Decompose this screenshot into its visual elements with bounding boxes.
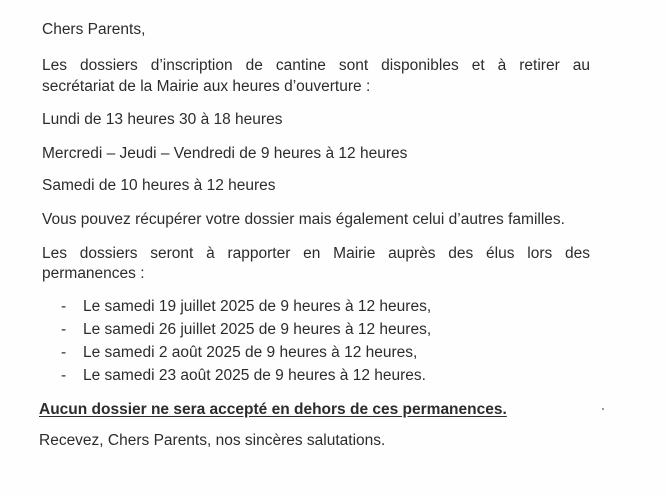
- greeting: Chers Parents,: [42, 21, 146, 38]
- closing-salutation: Recevez, Chers Parents, nos sincères salutations.: [39, 432, 386, 449]
- permanence-item: Le samedi 2 août 2025 de 9 heures à 12 heures,: [83, 344, 418, 361]
- permanence-item: Le samedi 26 juillet 2025 de 9 heures à 12 heures,: [83, 321, 432, 338]
- scan-speck: [602, 408, 604, 410]
- list-bullet: -: [61, 321, 67, 338]
- hours-wed-fri: Mercredi – Jeudi – Vendredi de 9 heures à 12 heures: [42, 145, 408, 162]
- pickup-note: Vous pouvez récupérer votre dossier mais également celui d’autres familles.: [42, 211, 565, 228]
- list-bullet: -: [61, 344, 67, 361]
- hours-saturday: Samedi de 10 heures à 12 heures: [42, 177, 276, 194]
- intro-line-2: secrétariat de la Mairie aux heures d’ouverture :: [42, 78, 371, 95]
- return-line-2: permanences :: [42, 265, 145, 282]
- intro-line-1: Les dossiers d’inscription de cantine sont disponibles et à retirer au: [42, 57, 590, 74]
- return-line-1: Les dossiers seront à rapporter en Mairie auprès des élus lors des: [42, 245, 590, 262]
- list-bullet: -: [61, 367, 67, 384]
- permanence-item: Le samedi 19 juillet 2025 de 9 heures à 12 heures,: [83, 298, 432, 315]
- warning-notice: Aucun dossier ne sera accepté en dehors de ces permanences.: [39, 401, 507, 418]
- list-bullet: -: [61, 298, 67, 315]
- permanence-item: Le samedi 23 août 2025 de 9 heures à 12 heures.: [83, 367, 426, 384]
- hours-monday: Lundi de 13 heures 30 à 18 heures: [42, 111, 283, 128]
